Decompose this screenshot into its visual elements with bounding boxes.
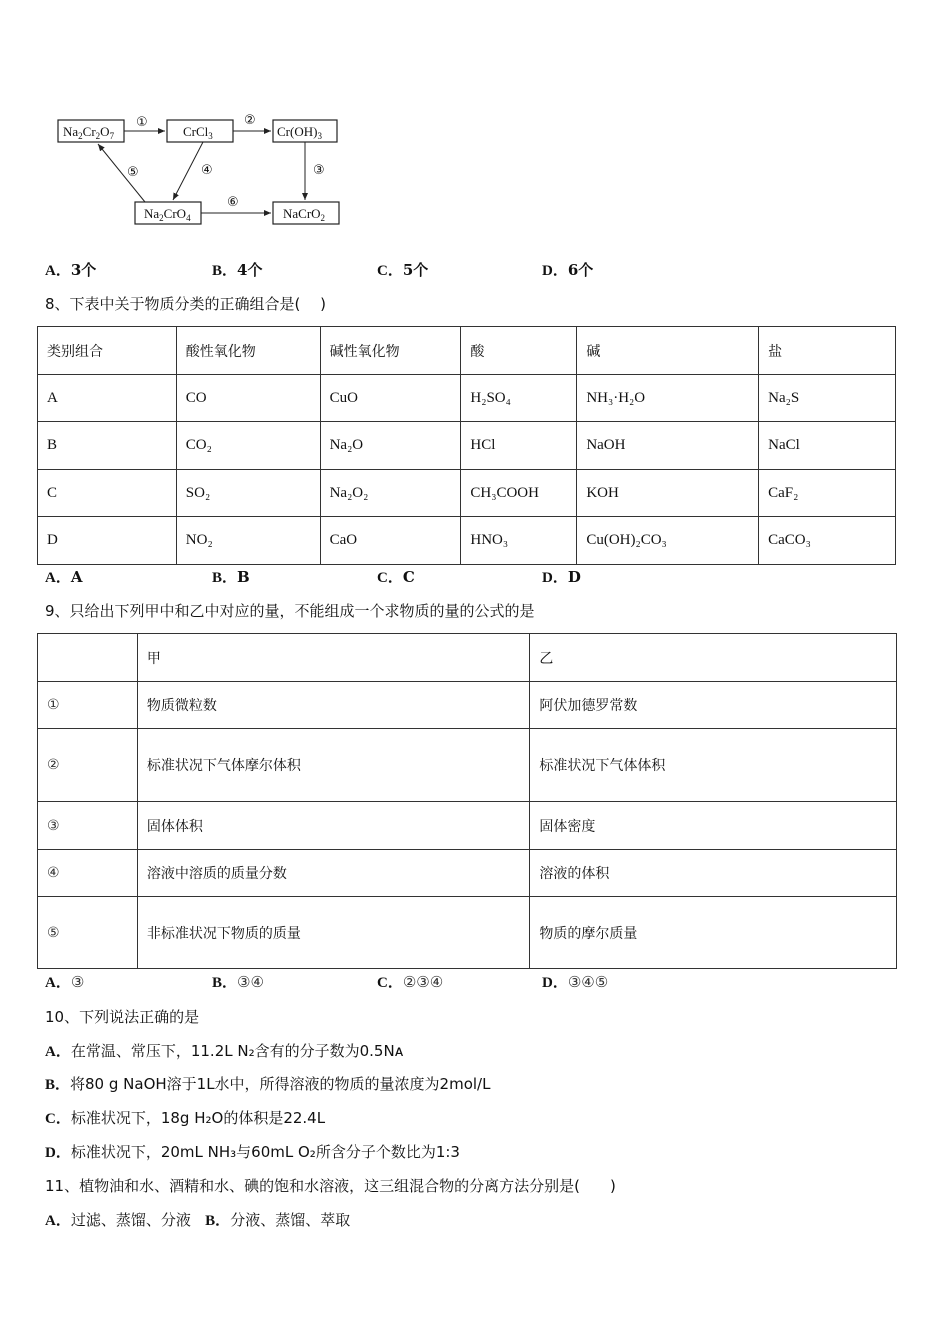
header-cell: 类别组合 bbox=[38, 327, 177, 375]
q10-stem: 10、下列说法正确的是 bbox=[45, 1008, 200, 1026]
svg-text:④: ④ bbox=[201, 163, 213, 178]
table-row: C SO₂ Na₂O₂ CH₃COOH KOH CaF₂ bbox=[38, 470, 896, 517]
table-row: D NO₂ CaO HNO₃ Cu(OH)₂CO₃ CaCO₃ bbox=[38, 517, 896, 565]
q11-option-a[interactable]: A．过滤、蒸馏、分液 bbox=[45, 1211, 191, 1229]
q9-stem: 9、只给出下列甲中和乙中对应的量，不能组成一个求物质的量的公式的是 bbox=[45, 602, 535, 620]
table-row: ⑤ 非标准状况下物质的质量 物质的摩尔质量 bbox=[38, 897, 897, 969]
header-cell: 碱 bbox=[577, 327, 759, 375]
svg-text:Na2Cr2O7: $Na_2Cr_2O_7$ bbox=[63, 124, 115, 141]
svg-text:①: ① bbox=[136, 115, 148, 130]
q7-option-a[interactable]: A．3个 bbox=[45, 261, 97, 279]
table-row: ② 标准状况下气体摩尔体积 标准状况下气体体积 bbox=[38, 729, 897, 802]
svg-text:⑤: ⑤ bbox=[127, 165, 139, 180]
q10-option-d[interactable]: D．标准状况下，20mL NH₃与60mL O₂所含分子个数比为1:3 bbox=[45, 1143, 460, 1161]
q7-option-c[interactable]: C．5个 bbox=[377, 261, 429, 279]
q9-option-d[interactable]: D．③④⑤ bbox=[542, 973, 609, 991]
table-row: A CO CuO H₂SO₄ NH₃·H₂O Na₂S bbox=[38, 375, 896, 422]
q11-option-b[interactable]: B．分液、蒸馏、萃取 bbox=[205, 1211, 351, 1229]
table-row: ① 物质微粒数 阿伏加德罗常数 bbox=[38, 682, 897, 729]
q9-option-c[interactable]: C．②③④ bbox=[377, 973, 444, 991]
header-cell: 酸性氧化物 bbox=[176, 327, 320, 375]
svg-text:Na2CrO4: $Na_2CrO_4$ bbox=[144, 206, 191, 223]
table-header-row bbox=[38, 327, 896, 375]
table-row: ③ 固体体积 固体密度 bbox=[38, 802, 897, 850]
header-cell: 甲 bbox=[137, 634, 530, 682]
svg-text:CrCl3: CrCl$_3$ bbox=[183, 124, 213, 141]
q10-option-c[interactable]: C．标准状况下，18g H₂O的体积是22.4L bbox=[45, 1109, 326, 1127]
q11-stem: 11、植物油和水、酒精和水、碘的饱和水溶液，这三组混合物的分离方法分别是( ) bbox=[45, 1177, 616, 1195]
q7-option-b[interactable]: B．4个 bbox=[212, 261, 263, 279]
header-cell: 乙 bbox=[530, 634, 897, 682]
q8-option-a[interactable]: A．A bbox=[45, 568, 83, 586]
table-row: B CO₂ Na₂O HCl NaOH NaCl bbox=[38, 422, 896, 470]
header-cell: 酸 bbox=[461, 327, 577, 375]
header-cell: 碱性氧化物 bbox=[320, 327, 461, 375]
table-header-row bbox=[38, 634, 897, 682]
svg-text:⑥: ⑥ bbox=[227, 195, 239, 210]
header-cell: 盐 bbox=[759, 327, 896, 375]
q11-options bbox=[45, 1210, 350, 1231]
q9-option-b[interactable]: B．③④ bbox=[212, 973, 264, 991]
svg-text:③: ③ bbox=[313, 163, 325, 178]
q9-option-a[interactable]: A．③ bbox=[45, 973, 85, 991]
q10-option-a[interactable]: A．在常温、常压下，11.2L N₂含有的分子数为0.5Nᴀ bbox=[45, 1042, 404, 1060]
svg-text:NaCrO2: NaCrO$_2$ bbox=[283, 206, 326, 223]
svg-text:②: ② bbox=[244, 113, 256, 128]
q8-option-b[interactable]: B．B bbox=[212, 568, 250, 586]
q8-classification-table bbox=[37, 326, 896, 565]
q8-option-c[interactable]: C．C bbox=[377, 568, 415, 586]
table-row: ④ 溶液中溶质的质量分数 溶液的体积 bbox=[38, 850, 897, 897]
q8-option-d[interactable]: D．D bbox=[542, 568, 581, 586]
q8-stem: 8、下表中关于物质分类的正确组合是( ) bbox=[45, 295, 327, 313]
q7-option-d[interactable]: D．6个 bbox=[542, 261, 594, 279]
q9-quantity-table bbox=[37, 633, 897, 969]
svg-text:Cr(OH)3: $Cr(OH)_3$ bbox=[277, 124, 322, 141]
q10-option-b[interactable]: B．将80 g NaOH溶于1L水中，所得溶液的物质的量浓度为2mol/L bbox=[45, 1075, 491, 1093]
reaction-diagram bbox=[55, 108, 355, 233]
